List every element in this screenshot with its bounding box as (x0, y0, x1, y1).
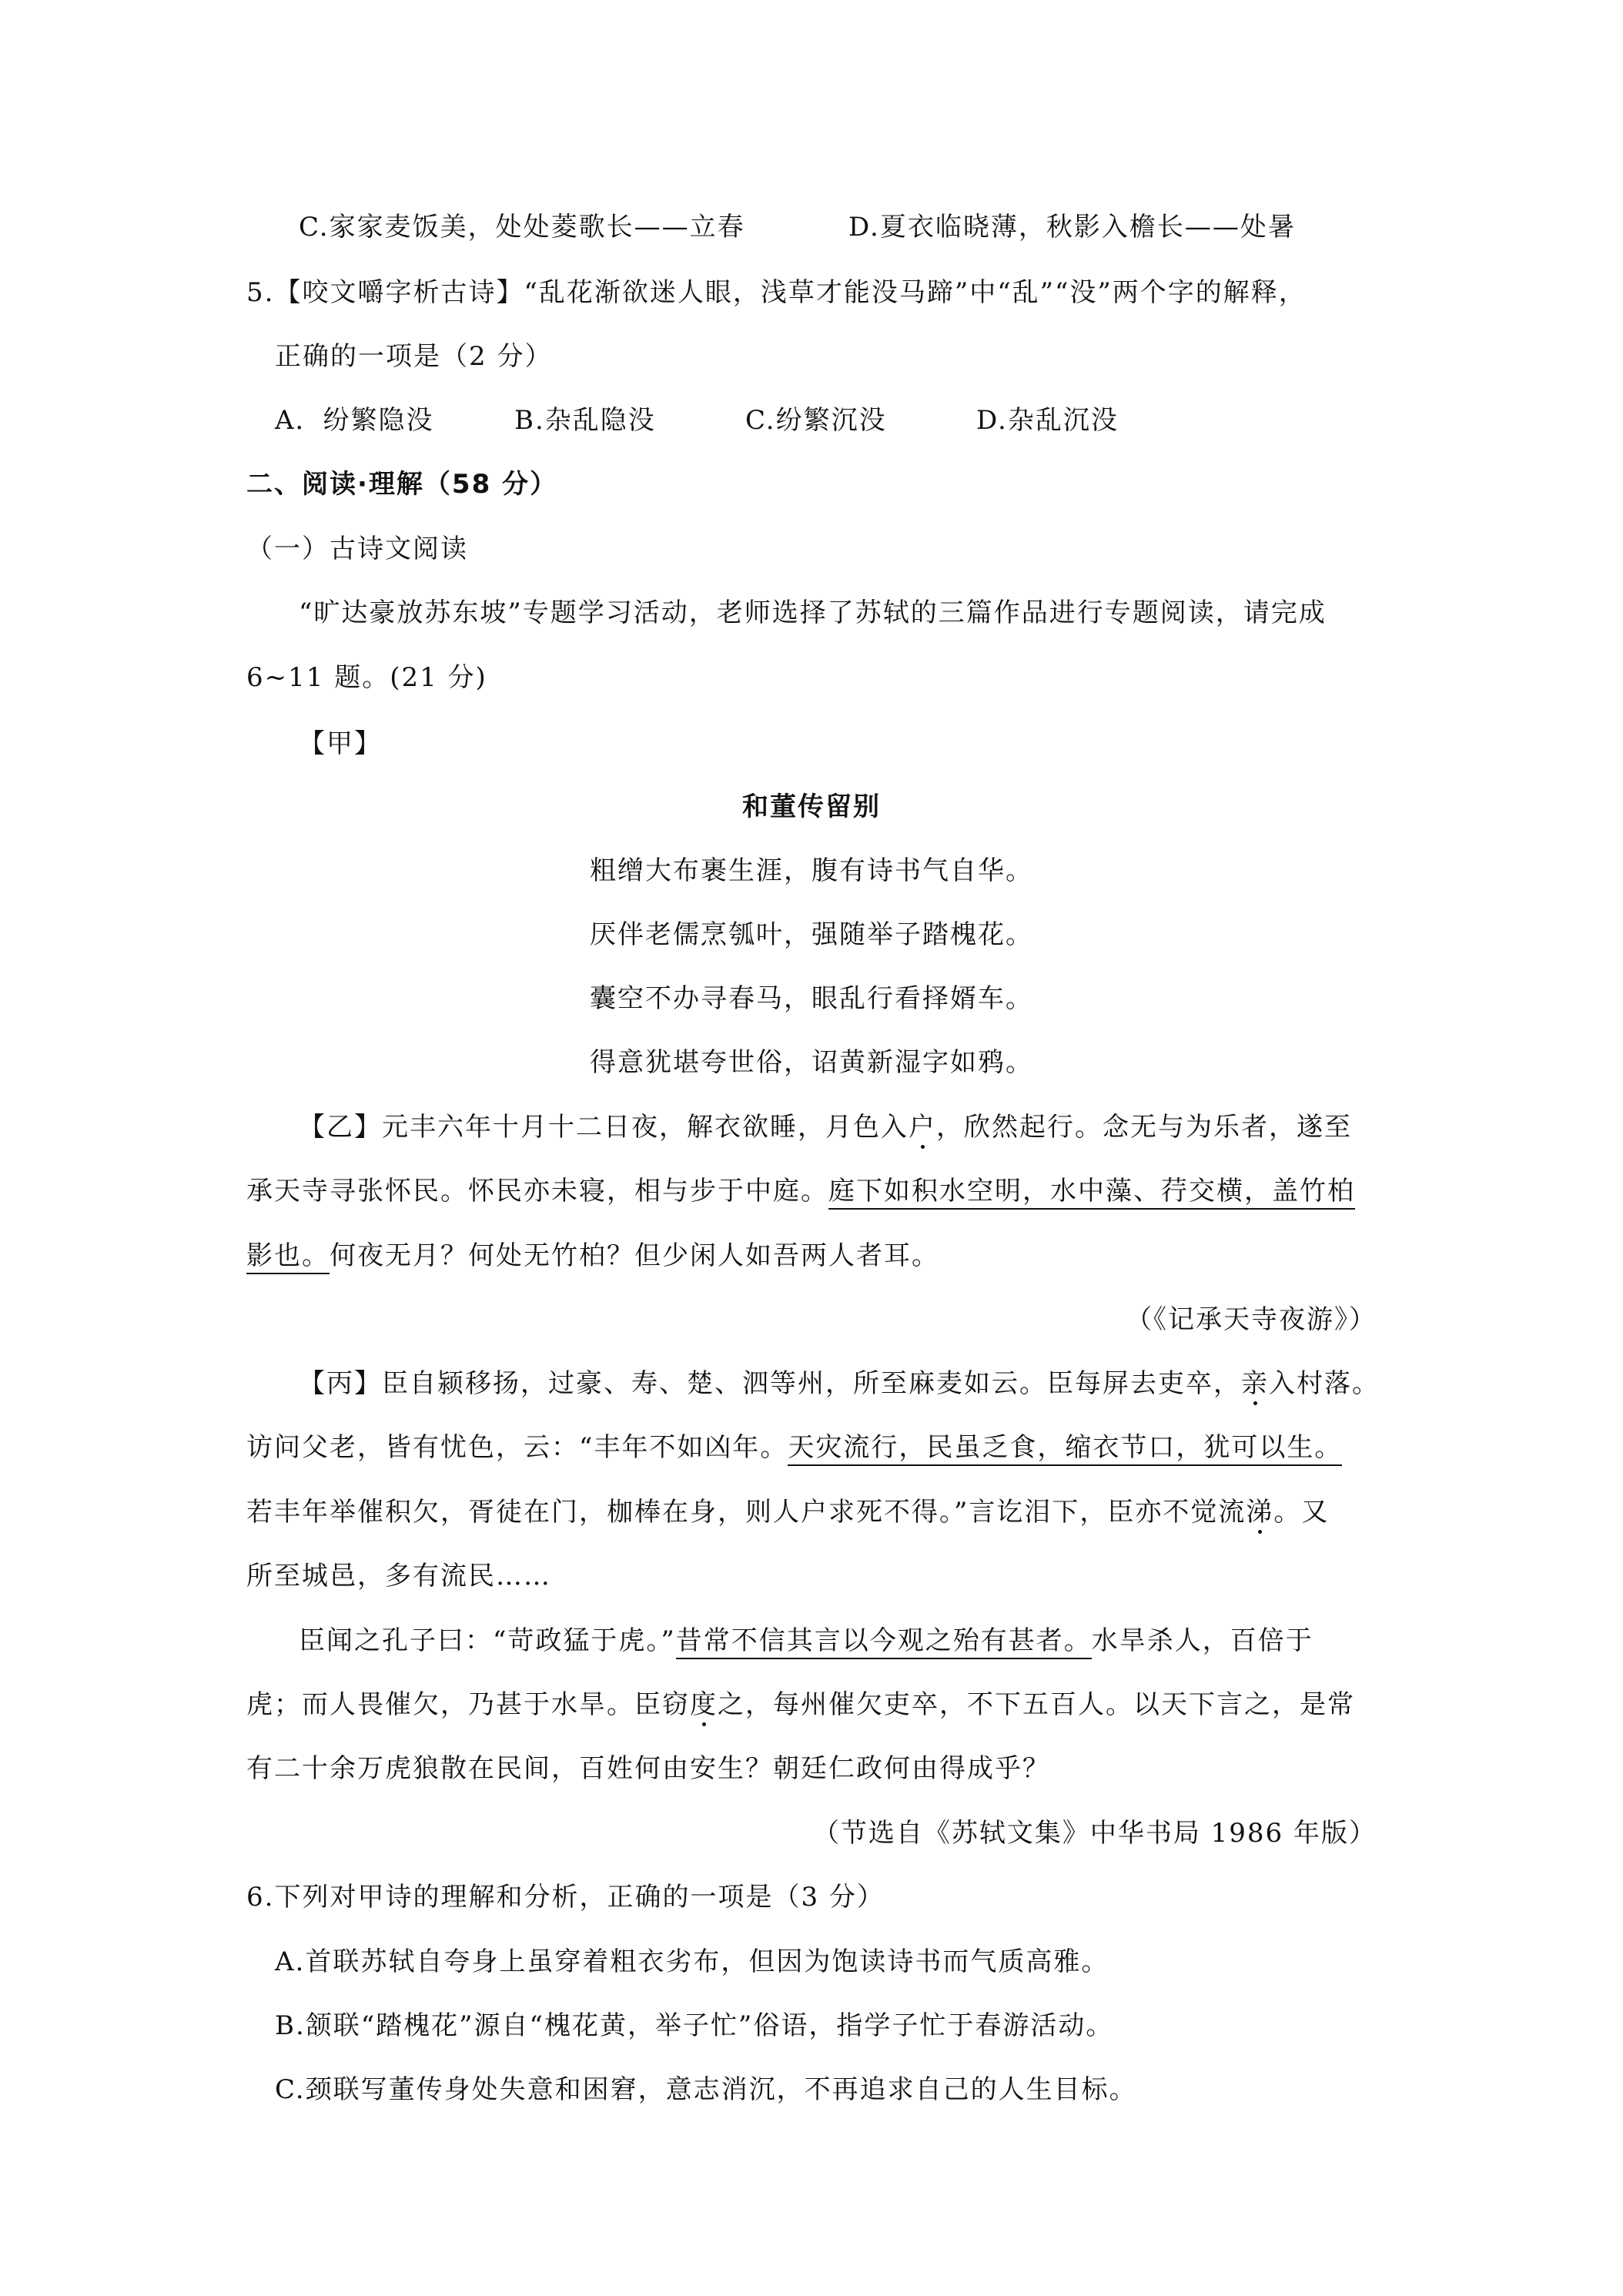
underlined-sentence: 天灾流行，民虽乏食，缩衣节口，犹可以生。 (788, 1432, 1342, 1466)
q5-option-c: C.纷繁沉没 (745, 405, 887, 436)
q4-option-d: D.夏衣临晓薄，秋影入檐长——处暑 (848, 212, 1296, 243)
passage-bing-p2-line2: 虎；而人畏催欠，乃甚于水旱。臣窃度之，每州催欠吏卒，不下五百人。以天下言之，是常 (246, 1689, 1355, 1720)
intro-line1: “旷达豪放苏东坡”专题学习活动，老师选择了苏轼的三篇作品进行专题阅读，请完成 (299, 597, 1327, 628)
q6-option-b: B.颔联“踏槐花”源自“槐花黄，举子忙”俗语，指学子忙于春游活动。 (275, 2010, 1114, 2041)
q4-option-c: C.家家麦饭美，处处菱歌长——立春 (299, 212, 745, 243)
poem-title: 和董传留别 (742, 792, 881, 822)
emphasis-dot-char: 度 (690, 1689, 718, 1720)
q5-option-d: D.杂乱沉没 (976, 405, 1119, 436)
underlined-sentence: 昔常不信其言以今观之殆有甚者。 (676, 1625, 1092, 1659)
passage-bing-line4: 所至城邑，多有流民…… (246, 1561, 551, 1591)
q5-stem-line1: 5.【咬文嚼字析古诗】“乱花渐欲迷人眼，浅草才能没马蹄”中“乱”“没”两个字的解释， (246, 277, 1307, 308)
emphasis-dot-char: 涕 (1246, 1497, 1274, 1528)
emphasis-dot-char: 户 (909, 1112, 936, 1143)
passage-bing-p2-line1: 臣闻之孔子曰：“苛政猛于虎。”昔常不信其言以今观之殆有甚者。水旱杀人，百倍于 (299, 1623, 1313, 1658)
q6-option-c: C.颈联写董传身处失意和困窘，意志消沉，不再追求自己的人生目标。 (275, 2074, 1137, 2105)
poem-line: 厌伴老儒烹瓠叶，强随举子踏槐花。 (590, 919, 1033, 950)
poem-line: 囊空不办寻春马，眼乱行看择婿车。 (590, 983, 1033, 1014)
passage-bing-line2: 访问父老，皆有忧色，云：“丰年不如凶年。天灾流行，民虽乏食，缩衣节口，犹可以生。 (246, 1430, 1342, 1465)
subsection-heading: （一）古诗文阅读 (246, 534, 468, 564)
passage-bing-source: （节选自《苏轼文集》中华书局 1986 年版） (812, 1818, 1377, 1849)
poem-line: 得意犹堪夸世俗，诏黄新湿字如鸦。 (590, 1047, 1033, 1078)
passage-bing-line3: 若丰年举催积欠，胥徒在门，枷棒在身，则人户求死不得。”言讫泪下，臣亦不觉流涕。又 (246, 1497, 1330, 1528)
passage-tag-jia: 【甲】 (299, 728, 382, 759)
underlined-sentence: 影也。 (246, 1240, 330, 1274)
underlined-sentence: 庭下如积水空明，水中藻、荇交横，盖竹柏 (828, 1176, 1355, 1210)
q6-option-a: A.首联苏轼自夸身上虽穿着粗衣劣布，但因为饱读诗书而气质高雅。 (275, 1946, 1109, 1977)
poem-line: 粗缯大布裹生涯，腹有诗书气自华。 (590, 855, 1033, 886)
q5-stem-line2: 正确的一项是（2 分） (275, 341, 553, 372)
intro-line2: 6~11 题。(21 分) (246, 662, 487, 693)
q6-stem: 6.下列对甲诗的理解和分析，正确的一项是（3 分） (246, 1882, 885, 1913)
passage-yi-line2: 承天寺寻张怀民。怀民亦未寝，相与步于中庭。庭下如积水空明，水中藻、荇交横，盖竹柏 (246, 1173, 1355, 1209)
passage-bing-p2-line3: 有二十余万虎狼散在民间，百姓何由安生？朝廷仁政何由得成乎？ (246, 1753, 1050, 1784)
passage-yi-line3: 影也。何夜无月？何处无竹柏？但少闲人如吾两人者耳。 (246, 1238, 939, 1274)
section-heading: 二、阅读·理解（58 分） (246, 469, 558, 500)
q5-option-a: A．纷繁隐没 (275, 405, 434, 436)
passage-bing-line1: 【丙】臣自颍移扬，过豪、寿、楚、泗等州，所至麻麦如云。臣每屏去吏卒，亲入村落。 (299, 1368, 1380, 1399)
emphasis-dot-char: 亲 (1241, 1368, 1269, 1399)
q5-option-b: B.杂乱隐没 (514, 405, 656, 436)
passage-yi-line1: 【乙】元丰六年十月十二日夜，解衣欲睡，月色入户，欣然起行。念无与为乐者，遂至 (299, 1112, 1352, 1143)
passage-yi-source: （《记承天寺夜游》） (1126, 1304, 1377, 1335)
